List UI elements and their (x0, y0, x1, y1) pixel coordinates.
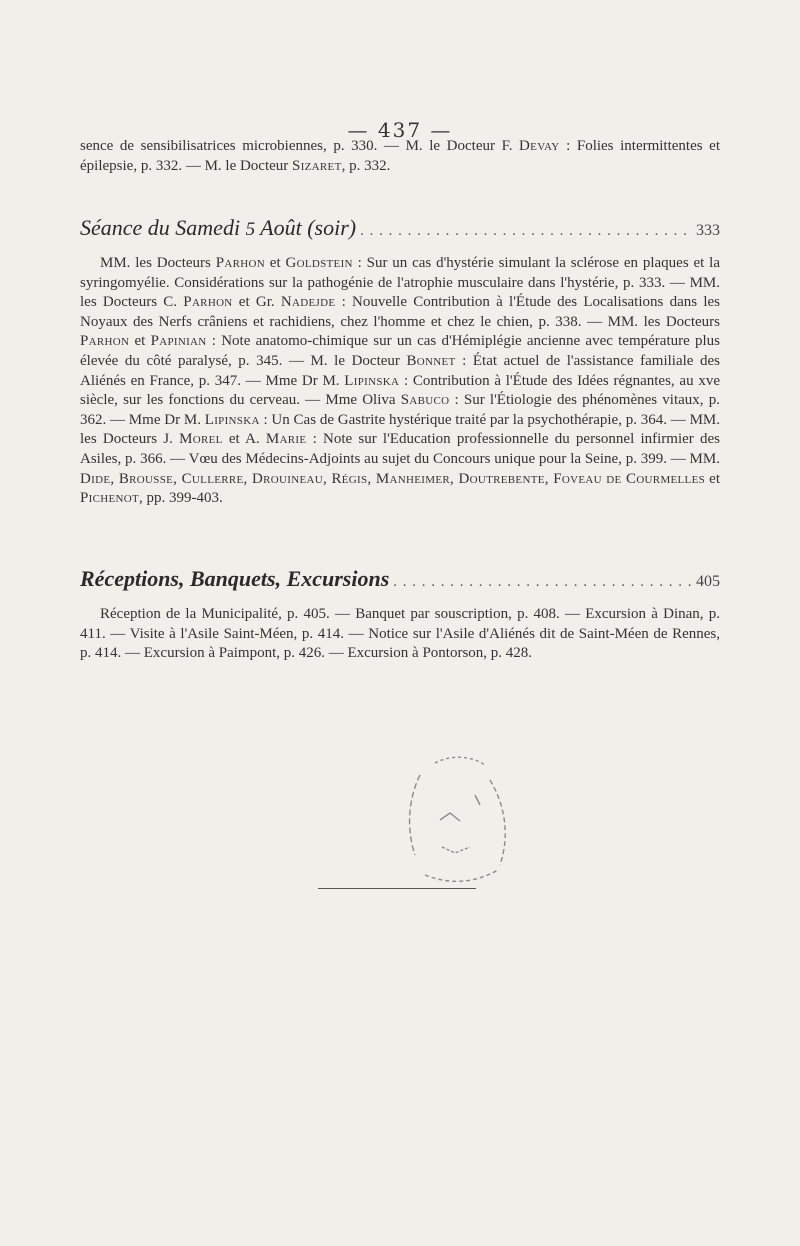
author-name: Sizaret (292, 157, 342, 174)
section-title: Réceptions, Banquets, Excursions (80, 566, 390, 591)
horizontal-rule (318, 888, 476, 889)
section-heading-receptions (80, 566, 720, 596)
section-page: 333 (696, 222, 720, 239)
page-number: — 437 — (347, 118, 453, 142)
paragraph-receptions: Réception de la Municipalité, p. 405. — Banquet par souscription, p. 408. — Excursion à Dinan, p. 411. — Visite à l'Asile Saint-Méen, p. 414. — Notice sur l'Asile d'Aliénés dit de Saint-Méen de Rennes, p. 414. — Excursion à Paimpont, p. 426. — Excursion à Pontorson, p. 428. (80, 606, 720, 662)
leader-dots (360, 223, 692, 240)
section-heading-seance (80, 215, 720, 245)
section-title: Séance du Samedi 5 Août (soir) (80, 215, 357, 240)
leader-dots (393, 574, 692, 591)
library-stamp (380, 735, 530, 895)
section-page: 405 (696, 573, 720, 590)
paragraph-seance: MM. les Docteurs Parhon et Goldstein : Sur un cas d'hystérie simulant la sclérose en plaques et la syringomyélie. Considérations sur la pathogénie de l'atrophie musculaire dans l'hystérie, p. 333. — MM. les Docteurs C. Parhon et Gr. Nadejde : Nouvelle Contribution à l'Étude des Localisations dans les Noyaux des Nerfs crâniens et rachidiens, chez l'homme et chez le chien, p. 338. — MM. les Docteurs Parhon et Papinian : Note anatomo-chimique sur un cas d'Hémiplégie ancienne avec température plus élevée du côté paralysé, p. 345. — M. le Docteur Bonnet : État actuel de l'assistance familiale des Aliénés en France, p. 347. — Mme Dr M. Lipinska : Contribution à l'Étude des Idées régnantes, au xve siècle, sur les fonctions du cerveau. — Mme Oliva Sabuco : Sur l'Étiologie des phénomènes vitaux, p. 362. — Mme Dr M. Lipinska : Un Cas de Gastrite hystérique traité par la psychothérapie, p. 364. — MM. les Docteurs J. Morel et A. Marie : Note sur l'Education professionnelle du personnel infirmier des Asiles, p. 366. — Vœu des Médecins-Adjoints au sujet du Concours unique pour la Seine, p. 399. — MM. Dide, Brousse, Cullerre, Drouineau, Régis, Manheimer, Doutrebente, Foveau de Courmelles et Pichenot, pp. 399-403. (80, 255, 721, 507)
author-name: Devay (519, 138, 560, 154)
paragraph-continuation: sence de sensibilisatrices microbiennes, p. 330. — M. le Docteur F. Devay : Folies intermittentes et épilepsie, p. 332. — M. le Docteur Sizaret, p. 332. (80, 138, 720, 174)
